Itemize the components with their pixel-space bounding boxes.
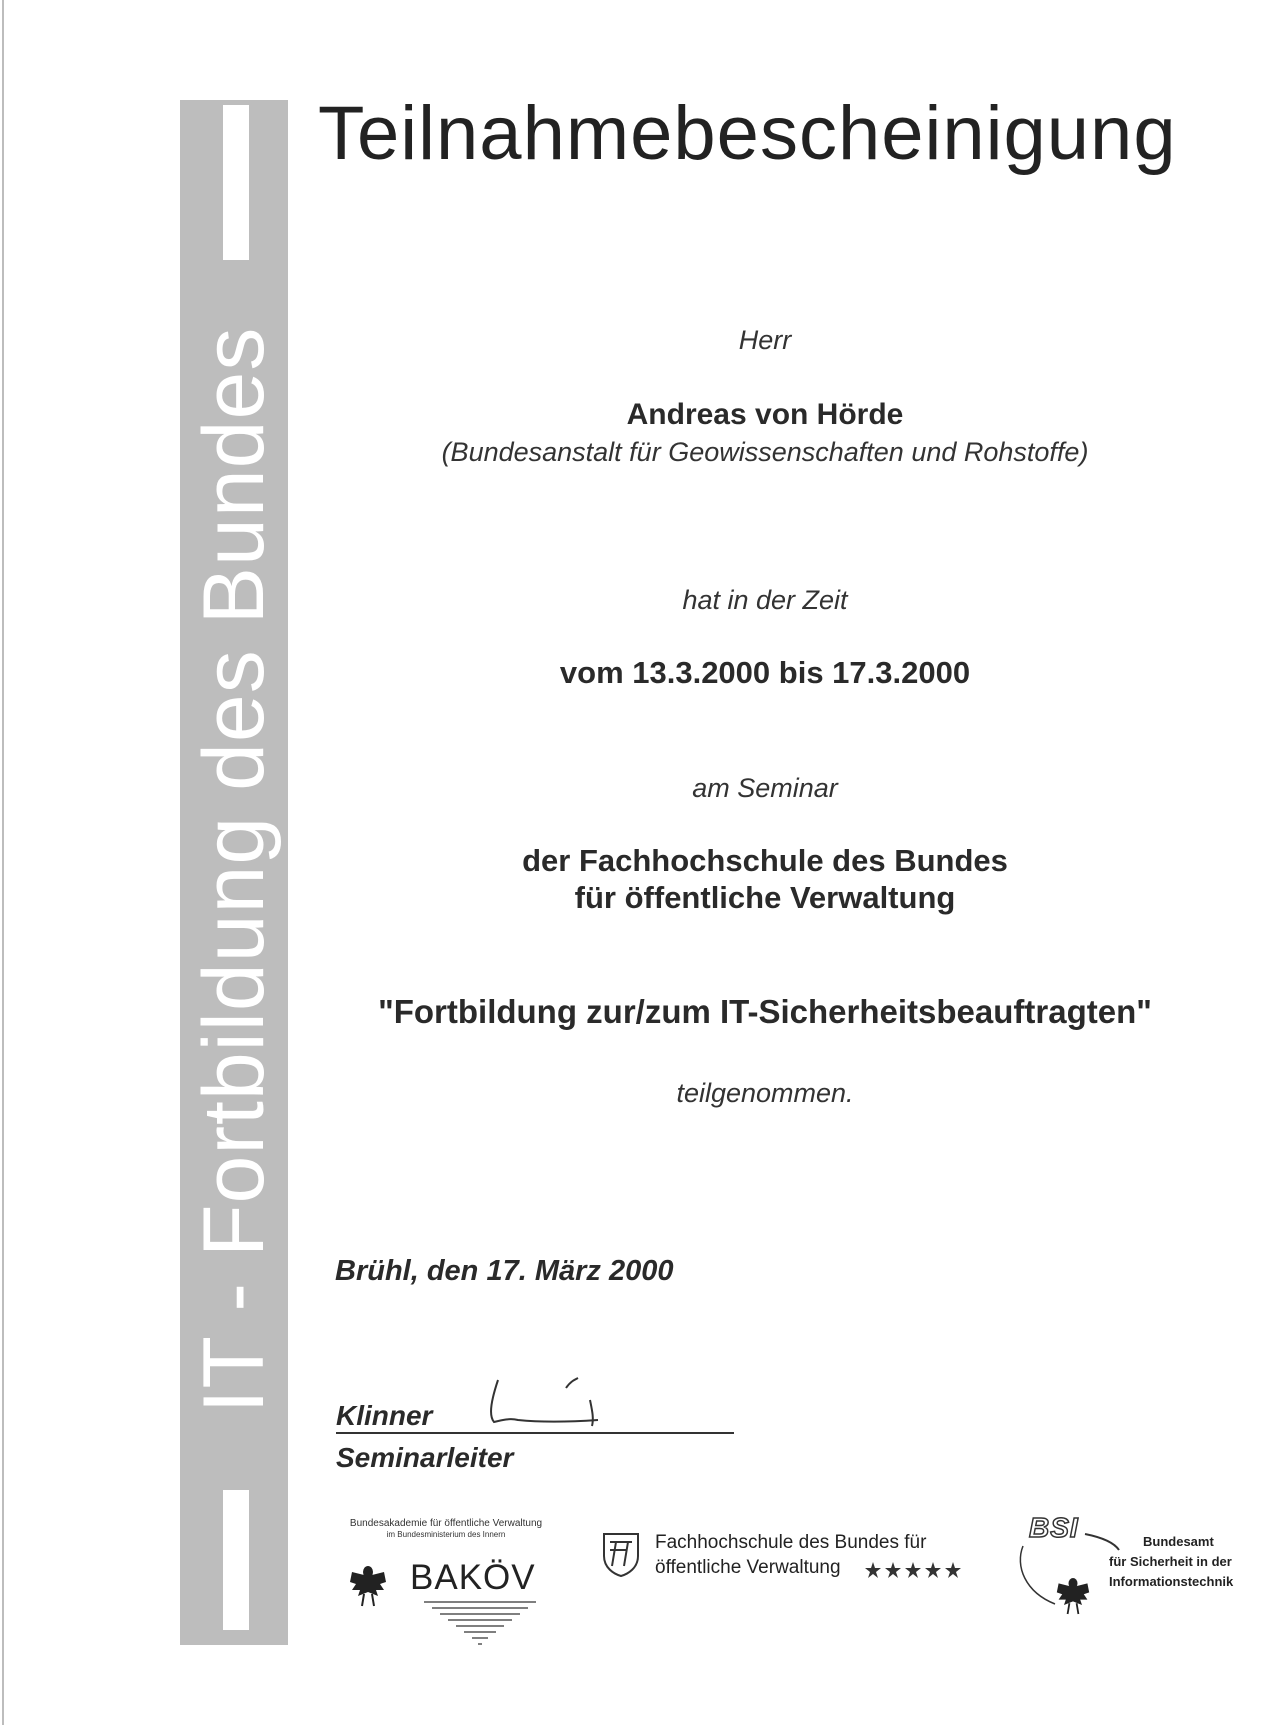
- seminar-title: "Fortbildung zur/zum IT-Sicherheitsbeauftragten": [378, 993, 1152, 1030]
- side-band-top-bar: [223, 105, 249, 260]
- closing-word: teilgenommen.: [676, 1078, 854, 1108]
- document-title: Teilnahmebescheinigung: [318, 91, 1177, 176]
- bsi-line-1: Bundesamt: [1143, 1534, 1214, 1549]
- bsi-line-3: Informationstechnik: [1109, 1574, 1234, 1589]
- participant-name: Andreas von Hörde: [626, 398, 904, 431]
- seminar-period: vom 13.3.2000 bis 17.3.2000: [559, 655, 971, 690]
- bakov-logo: [330, 1518, 562, 1648]
- signatory-role: Seminarleiter: [336, 1442, 514, 1473]
- seminar-intro: am Seminar: [692, 773, 838, 803]
- bakov-name: BAKÖV: [410, 1558, 536, 1597]
- participant-institution: (Bundesanstalt für Geowissenschaften und Rohstoffe): [441, 437, 1089, 467]
- fh-logo: [600, 1530, 980, 1590]
- side-band-bottom-bar: [223, 1490, 249, 1630]
- signature-line: [336, 1432, 734, 1434]
- bsi-line-2: für Sicherheit in der: [1109, 1554, 1232, 1569]
- salutation: Herr: [738, 325, 792, 355]
- organizer-line-2: für öffentliche Verwaltung: [574, 880, 956, 915]
- fh-shield-icon: [600, 1530, 642, 1578]
- handwritten-signature: [478, 1360, 628, 1435]
- signatory-name: Klinner: [336, 1400, 433, 1431]
- bsi-eagle-icon: [1055, 1574, 1091, 1618]
- bsi-abbreviation: BSI: [1029, 1512, 1079, 1543]
- scan-edge-line: [2, 0, 4, 1725]
- place-and-date: Brühl, den 17. März 2000: [335, 1255, 674, 1287]
- fh-line-2: öffentliche Verwaltung: [655, 1557, 841, 1578]
- period-intro: hat in der Zeit: [682, 585, 848, 615]
- bakov-triangle-icon: [420, 1598, 540, 1648]
- fh-line-1: Fachhochschule des Bundes für: [655, 1532, 927, 1553]
- bsi-logo: [1015, 1512, 1260, 1622]
- bakov-line-1: Bundesakademie für öffentliche Verwaltung: [349, 1518, 543, 1529]
- organizer-line-1: der Fachhochschule des Bundes: [522, 843, 1008, 878]
- bakov-line-2: im Bundesministerium des Innern: [386, 1530, 506, 1539]
- fh-stars-icon: [865, 1560, 970, 1580]
- federal-eagle-icon: [348, 1562, 388, 1610]
- side-band-text: IT - Fortbildung des Bundes: [186, 326, 282, 1414]
